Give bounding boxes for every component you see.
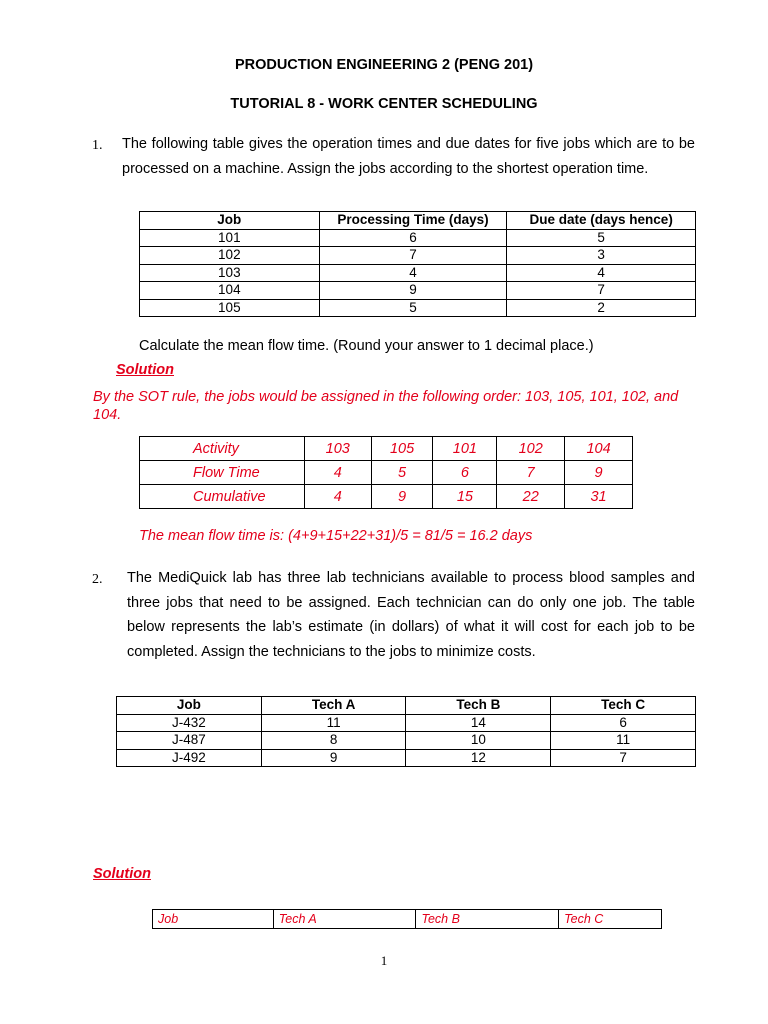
q1-solution-table [139, 436, 633, 509]
table-header-row [153, 910, 662, 929]
table-row [140, 247, 696, 265]
cell-due-date: 7 [507, 282, 696, 300]
cell-value: 9 [565, 461, 633, 485]
tutorial-title: TUTORIAL 8 - WORK CENTER SCHEDULING [230, 96, 538, 112]
header-due-date: Due date (days hence) [507, 212, 696, 230]
cell-job: J-492 [117, 749, 262, 767]
cell-due-date: 5 [507, 229, 696, 247]
cell-processing-time: 9 [319, 282, 507, 300]
table-row [117, 749, 696, 767]
cell-due-date: 3 [507, 247, 696, 265]
q1-result: The mean flow time is: (4+9+15+22+31)/5 = 81/5 = 16.2 days [139, 528, 533, 544]
cell-value: 4 [304, 461, 371, 485]
cell-tech-a: 11 [261, 714, 406, 732]
cell-due-date: 2 [507, 299, 696, 317]
cell-due-date: 4 [507, 264, 696, 282]
table-row [140, 264, 696, 282]
table-row [140, 461, 633, 485]
page-number: 1 [380, 953, 388, 968]
table-row [117, 732, 696, 750]
table-header-row [140, 212, 696, 230]
header-tech-a: Tech A [261, 697, 406, 715]
cell-value: 104 [565, 437, 633, 461]
row-label-cumulative: Cumulative [140, 485, 305, 509]
cell-job: 101 [140, 229, 320, 247]
question-2-text: The MediQuick lab has three lab technicians available to process blood samples and three jobs that need to be assigned. Each technician can do only one job. The table below represents the lab’s estimate (in dollars) of what it will cost for each job to be completed. Assign the technicians to the jobs to minimize costs. [127, 570, 695, 660]
header-tech-c: Tech C [551, 697, 696, 715]
cell-job: 102 [140, 247, 320, 265]
q2-solution-table [152, 909, 662, 929]
table-row [140, 282, 696, 300]
cell-value: 101 [433, 437, 497, 461]
cell-value: 105 [371, 437, 433, 461]
cell-tech-b: 12 [406, 749, 551, 767]
cell-value: 22 [497, 485, 565, 509]
question-1-number: 1. [92, 138, 103, 153]
table-header-row [117, 697, 696, 715]
cell-value: 31 [565, 485, 633, 509]
q1-solution-text: By the SOT rule, the jobs would be assigned in the following order: 103, 105, 101, 102, and 104. [93, 389, 679, 423]
cell-job: 105 [140, 299, 320, 317]
cell-tech-a: 8 [261, 732, 406, 750]
cell-tech-b: 14 [406, 714, 551, 732]
cell-value: 4 [304, 485, 371, 509]
q2-costs-table [116, 696, 696, 767]
cell-processing-time: 6 [319, 229, 507, 247]
header-tech-a: Tech A [273, 910, 416, 929]
course-title: PRODUCTION ENGINEERING 2 (PENG 201) [234, 57, 534, 73]
cell-tech-c: 11 [551, 732, 696, 750]
cell-job: 103 [140, 264, 320, 282]
cell-value: 6 [433, 461, 497, 485]
table-row [140, 485, 633, 509]
header-job: Job [153, 910, 274, 929]
table-row [140, 299, 696, 317]
cell-value: 5 [371, 461, 433, 485]
header-tech-b: Tech B [406, 697, 551, 715]
cell-tech-c: 7 [551, 749, 696, 767]
header-job: Job [140, 212, 320, 230]
cell-value: 15 [433, 485, 497, 509]
q1-solution-label: Solution [116, 362, 174, 378]
cell-value: 103 [304, 437, 371, 461]
cell-tech-a: 9 [261, 749, 406, 767]
header-job: Job [117, 697, 262, 715]
table-row [140, 437, 633, 461]
cell-value: 9 [371, 485, 433, 509]
cell-tech-c: 6 [551, 714, 696, 732]
header-tech-b: Tech B [416, 910, 559, 929]
table-row [117, 714, 696, 732]
question-2-number: 2. [92, 572, 103, 587]
table-row [140, 229, 696, 247]
row-label-flow-time: Flow Time [140, 461, 305, 485]
cell-job: J-487 [117, 732, 262, 750]
q1-jobs-table [139, 211, 696, 317]
cell-processing-time: 4 [319, 264, 507, 282]
cell-job: 104 [140, 282, 320, 300]
header-tech-c: Tech C [559, 910, 662, 929]
cell-job: J-432 [117, 714, 262, 732]
question-1-text: The following table gives the operation times and due dates for five jobs which are to be processed on a machine. Assign the jobs according to the shortest operation time. [122, 136, 695, 177]
row-label-activity: Activity [140, 437, 305, 461]
cell-tech-b: 10 [406, 732, 551, 750]
cell-processing-time: 7 [319, 247, 507, 265]
header-processing-time: Processing Time (days) [319, 212, 507, 230]
q2-solution-label: Solution [93, 866, 151, 882]
cell-value: 7 [497, 461, 565, 485]
cell-value: 102 [497, 437, 565, 461]
cell-processing-time: 5 [319, 299, 507, 317]
q1-instruction: Calculate the mean flow time. (Round your answer to 1 decimal place.) [139, 338, 594, 354]
